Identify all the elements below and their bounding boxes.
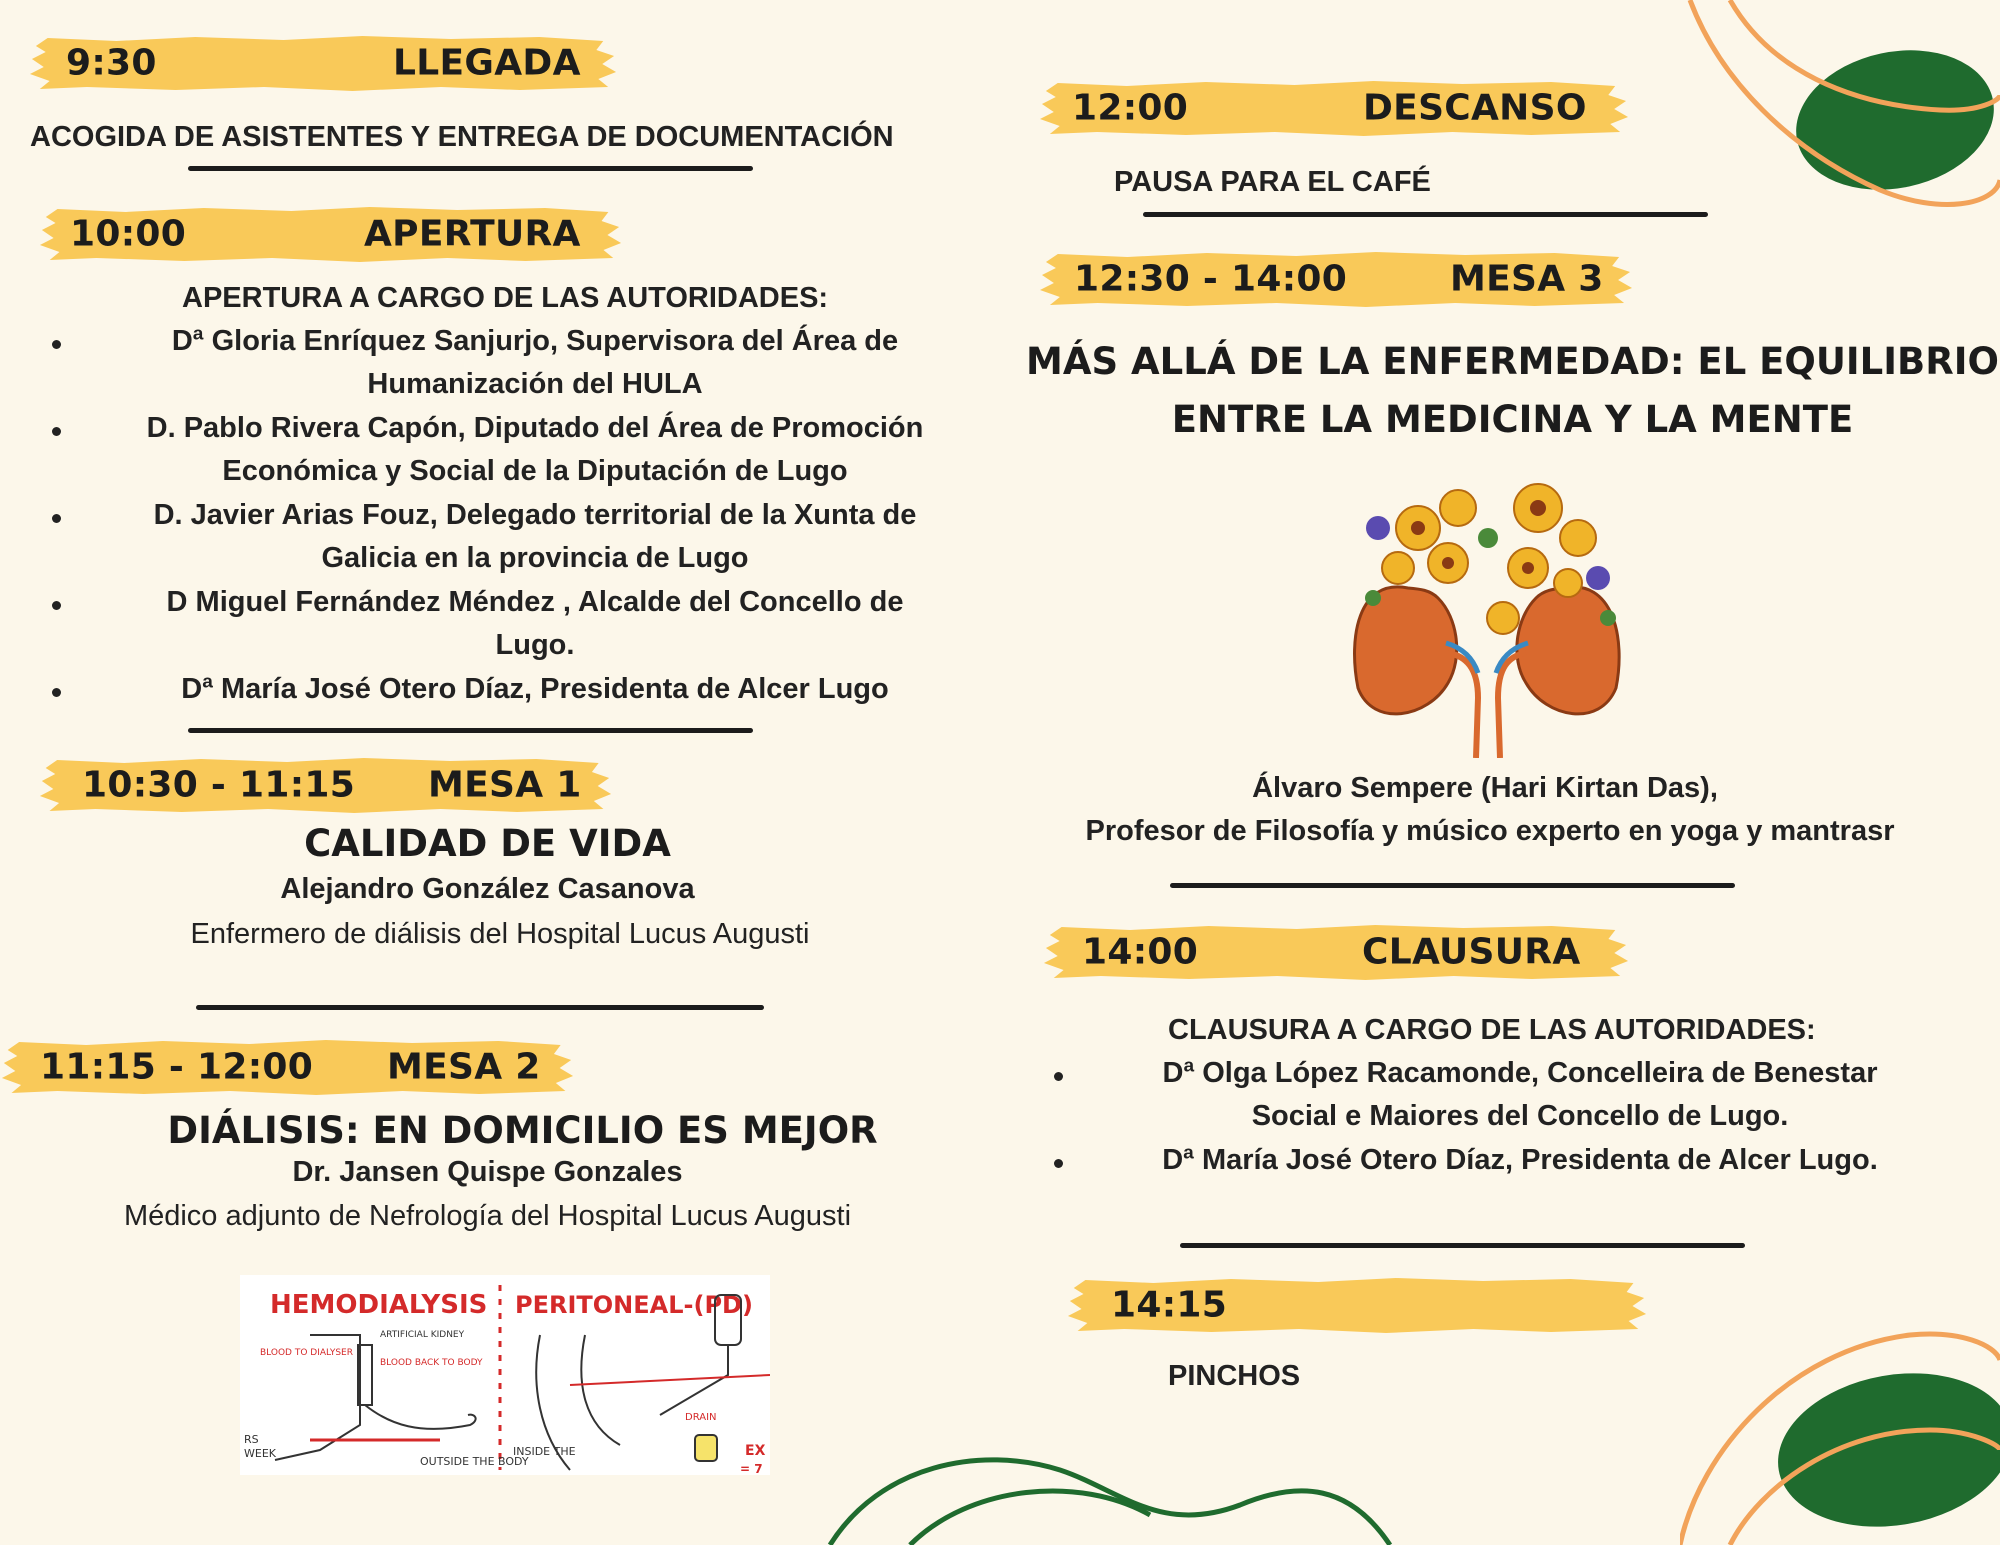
banner-label: LLEGADA [393, 42, 581, 84]
apertura-item-3 [65, 494, 1005, 580]
mesa2-speaker: Dr. Jansen Quispe Gonzales [292, 1156, 683, 1188]
banner-descanso [1038, 77, 1630, 139]
kidney-flowers-illustration [1338, 468, 1638, 758]
clausura-item-line: Dª María José Otero Díaz, Presidenta de Alcer Lugo. [1162, 1144, 1878, 1176]
divider [1170, 883, 1735, 888]
banner-time: 12:00 [1072, 87, 1189, 129]
apertura-item-5 [65, 668, 1005, 711]
apertura-item-line: D. Javier Arias Fouz, Delegado territorial de la Xunta de [153, 499, 917, 531]
mesa2-role: Médico adjunto de Nefrología del Hospital Lucus Augusti [123, 1200, 852, 1232]
divider [1180, 1243, 1745, 1248]
bullet [1054, 1159, 1063, 1168]
ex-label: EX [745, 1443, 766, 1459]
banner-time: 10:00 [70, 213, 187, 255]
mesa3-title-line1: MÁS ALLÁ DE LA ENFERMEDAD: EL EQUILIBRIO [1026, 340, 1999, 383]
bullet [1054, 1072, 1063, 1081]
llegada-text: ACOGIDA DE ASISTENTES Y ENTREGA DE DOCUMENTACIÓN [30, 121, 894, 153]
banner-label: MESA 3 [1450, 258, 1604, 300]
clausura-item-line: Social e Maiores del Concello de Lugo. [1251, 1100, 1789, 1132]
decor-top-right [1640, 0, 2000, 220]
banner-label: APERTURA [364, 213, 581, 255]
decor-bottom-center [820, 1425, 1420, 1545]
drain-label: DRAIN [685, 1412, 717, 1423]
week-label: WEEK [244, 1447, 276, 1460]
clausura-heading: CLAUSURA A CARGO DE LAS AUTORIDADES: [1168, 1014, 1816, 1046]
banner-time: 12:30 - 14:00 [1074, 258, 1348, 300]
apertura-item-line: Dª Gloria Enríquez Sanjurjo, Supervisora del Área de [171, 325, 899, 357]
banner-pinchos [1066, 1274, 1648, 1336]
hemodialysis-label: HEMODIALYSIS [270, 1290, 488, 1320]
banner-time: 14:15 [1111, 1284, 1228, 1326]
divider [1143, 212, 1708, 217]
mesa1-role: Enfermero de diálisis del Hospital Lucus Augusti [190, 918, 810, 950]
pinchos-text: PINCHOS [1168, 1360, 1301, 1392]
dialysis-illustration [240, 1275, 770, 1475]
mesa2-title: DIÁLISIS: EN DOMICILIO ES MEJOR [167, 1109, 878, 1152]
apertura-item-line: Dª María José Otero Díaz, Presidenta de Alcer Lugo [181, 673, 889, 705]
apertura-item-line: Económica y Social de la Diputación de Lugo [222, 455, 848, 487]
divider [196, 1005, 764, 1010]
mesa3-role: Profesor de Filosofía y músico experto en yoga y mantrasr [1085, 815, 1895, 847]
apertura-item-line: Lugo. [495, 629, 575, 661]
apertura-item-1 [65, 320, 1005, 406]
banner-clausura [1042, 921, 1630, 983]
banner-time: 9:30 [66, 42, 157, 84]
banner-time: 11:15 - 12:00 [40, 1046, 314, 1088]
apertura-item-line: Humanización del HULA [367, 368, 703, 400]
bullet [52, 427, 61, 436]
decor-bottom-right [1680, 1310, 2000, 1545]
apertura-item-2 [65, 407, 1005, 493]
mesa1-speaker: Alejandro González Casanova [280, 873, 695, 905]
eq-label: = 7 [740, 1462, 763, 1475]
clausura-item-1 [1075, 1052, 1965, 1138]
banner-label: MESA 1 [428, 764, 582, 806]
banner-time: 10:30 - 11:15 [82, 764, 356, 806]
clausura-item-line: Dª Olga López Racamonde, Concelleira de Benestar [1162, 1057, 1878, 1089]
apertura-item-line: D Miguel Fernández Méndez , Alcalde del Concello de [166, 586, 904, 618]
bullet [52, 514, 61, 523]
divider [188, 728, 753, 733]
peritoneal-label: PERITONEAL-(PD) [515, 1291, 753, 1319]
mesa3-title-line2: ENTRE LA MEDICINA Y LA MENTE [1171, 398, 1854, 441]
blood-to-label: BLOOD TO DIALYSER [260, 1348, 353, 1358]
banner-mesa2 [0, 1036, 575, 1098]
apertura-heading: APERTURA A CARGO DE LAS AUTORIDADES: [182, 282, 829, 314]
mesa3-speaker: Álvaro Sempere (Hari Kirtan Das), [1252, 772, 1718, 804]
banner-mesa1 [38, 754, 613, 816]
outside-label: OUTSIDE THE BODY [420, 1455, 529, 1468]
apertura-item-line: Galicia en la provincia de Lugo [321, 542, 749, 574]
apertura-item-4 [65, 581, 1005, 667]
banner-mesa3 [1038, 248, 1634, 310]
descanso-text: PAUSA PARA EL CAFÉ [1114, 166, 1431, 198]
banner-time: 14:00 [1082, 931, 1199, 973]
banner-apertura [38, 203, 623, 265]
blood-back-label: BLOOD BACK TO BODY [380, 1358, 483, 1368]
banner-label: MESA 2 [387, 1046, 541, 1088]
apertura-item-line: D. Pablo Rivera Capón, Diputado del Área de Promoción [146, 412, 924, 444]
divider [188, 166, 753, 171]
rs-label: RS [244, 1433, 259, 1446]
banner-llegada [28, 32, 618, 94]
bullet [52, 340, 61, 349]
kidney-label: ARTIFICIAL KIDNEY [380, 1330, 465, 1340]
banner-label: DESCANSO [1363, 87, 1587, 129]
clausura-item-2 [1075, 1139, 1965, 1182]
inside-label: INSIDE THE [513, 1445, 576, 1458]
bullet [52, 601, 61, 610]
mesa1-title: CALIDAD DE VIDA [304, 822, 671, 865]
banner-label: CLAUSURA [1362, 931, 1581, 973]
bullet [52, 688, 61, 697]
